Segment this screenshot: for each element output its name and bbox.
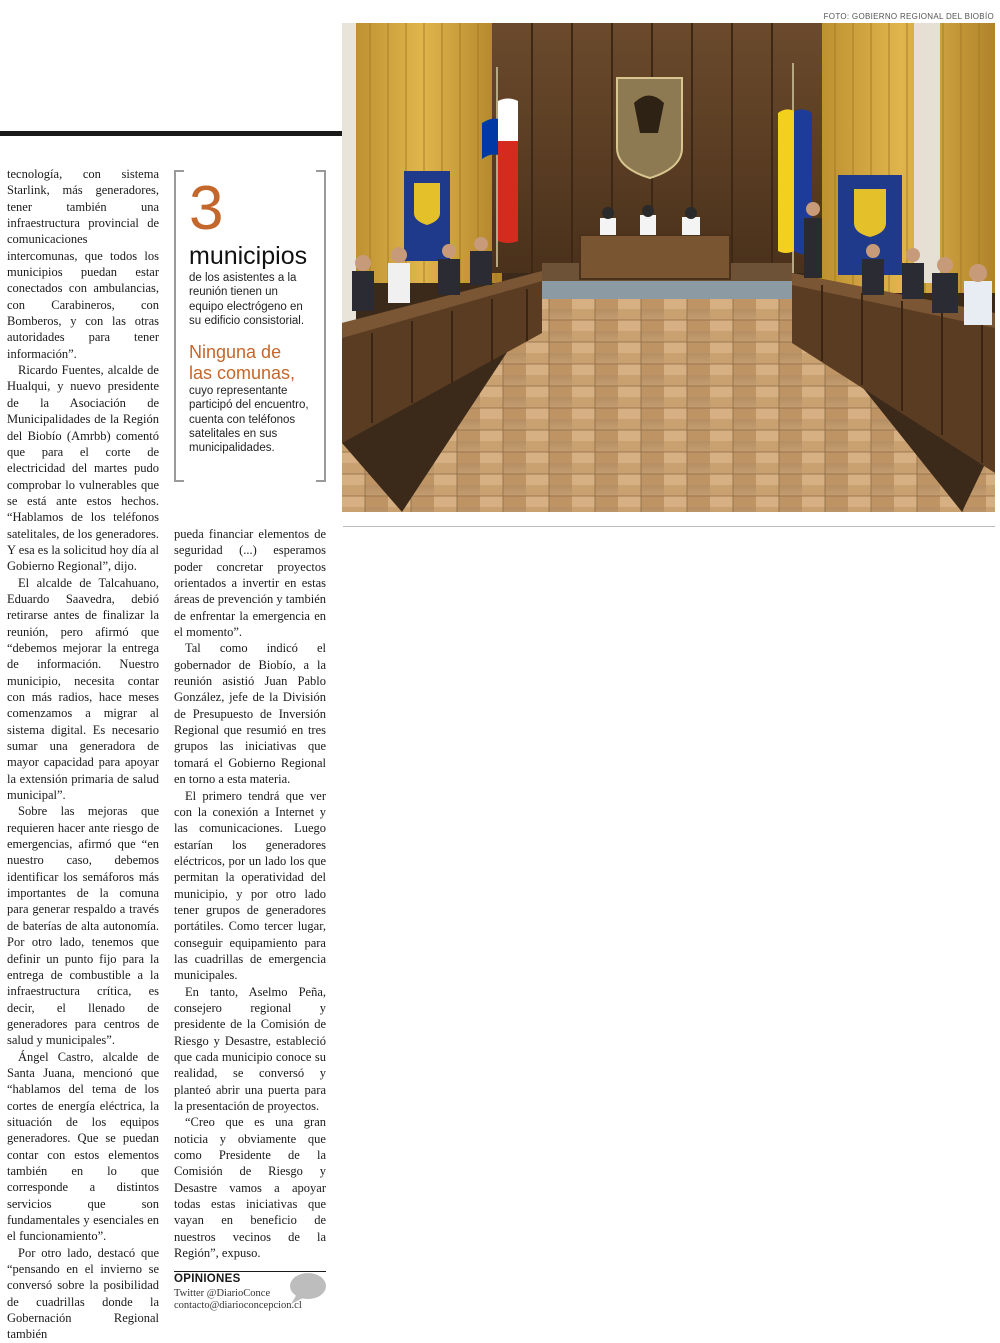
council-chamber-image: [342, 23, 995, 512]
article-paragraph: Por otro lado, destacó que “pensando en el invierno se conversó sobre la posibilidad de cuadrillas donde la Gobernación Regional también: [7, 1245, 159, 1342]
news-photo: [342, 23, 995, 512]
speech-bubble-icon: [287, 1272, 327, 1306]
stat-heading-2-line-1: Ninguna de: [189, 342, 282, 363]
section-rule: [0, 131, 343, 136]
twitter-handle[interactable]: Twitter @DiarioConce: [174, 1288, 271, 1299]
opinions-title: OPINIONES: [174, 1273, 241, 1285]
article-paragraph: En tanto, Aselmo Peña, consejero regional y presidente de la Comisión de Riesgo y Desastre, estableció que cada municipio conoce su realidad, se conversó y planteó abrir una puerta para la presentación de proyectos.: [174, 984, 326, 1114]
stat-box: [174, 170, 326, 480]
article-paragraph: Ángel Castro, alcalde de Santa Juana, mencionó que “hablamos del tema de los cortes de energía eléctrica, la situación de los equipos generadores. Que se puedan contar con estos elementos también en lo que corresponde a distintos servicios que son fundamentales y esenciales en el funcionamiento”.: [7, 1049, 159, 1244]
opinions-footer: [174, 1271, 326, 1315]
article-paragraph: tecnología, con sistema Starlink, más generadores, tener también una infraestructura provincial de comunicaciones intercomunas, que todos los municipios puedan estar conectados con ambulancias, con Carabineros, con Bomberos, y con las otras autoridades para tener información”.: [7, 167, 159, 361]
photo-credit: FOTO: GOBIERNO REGIONAL DEL BIOBÍO: [823, 12, 994, 21]
contact-email[interactable]: contacto@diarioconcepcion.cl: [174, 1300, 302, 1311]
stat-description-2: cuyo representante participó del encuentro, cuenta con teléfonos satelitales en sus municipalidades.: [189, 385, 309, 455]
article-paragraph: El alcalde de Talcahuano, Eduardo Saavedra, debió retirarse antes de finalizar la reunión, pero afirmó que “debemos mejorar la entrega de información. Nuestro municipio, necesita contar con más radios, hace meses comenzamos a migrar al sistema digital. Es necesario sumar una generadora de mayor capacidad para apoyar la extensión primaria de salud municipal”.: [7, 575, 159, 803]
bracket-left: [174, 170, 184, 482]
photo-bottom-rule: [343, 526, 995, 527]
bracket-right: [316, 170, 326, 482]
stat-content: [189, 174, 314, 456]
article-column-2: [174, 526, 326, 1261]
stat-number: 3: [189, 174, 224, 243]
article-column-1: [7, 166, 159, 1343]
stat-heading-2: [189, 342, 314, 384]
stat-word: municipios: [189, 242, 308, 270]
article-paragraph: pueda financiar elementos de seguridad (...) esperamos poder concretar proyectos orientados a invertir en estas áreas de prevención y también de enfrentar la emergencia en el momento”.: [174, 527, 327, 640]
stat-heading-2-line-2: las comunas,: [189, 363, 296, 384]
article-paragraph: Ricardo Fuentes, alcalde de Hualqui, y nuevo presidente de la Asociación de Municipalidades de la Región del Biobío (Amrbb) comentó que para el corte de electricidad del martes pudo comprobar lo vulnerables que se está ante estos hechos. “Hablamos de los teléfonos satelitales, de los generadores. Y esa es la solicitud hoy día al Gobierno Regional”, dijo.: [7, 363, 159, 574]
stat-description: de los asistentes a la reunión tienen un equipo electrógeno en su edificio consistorial.: [189, 272, 305, 327]
article-paragraph: Sobre las mejoras que requieren hacer ante riesgo de emergencias, afirmó que “en nuestro caso, debemos identificar los semáforos más importantes de la comuna para generar respaldo a través de baterías de alta autonomía. Por otro lado, tenemos que definir un punto fijo para la entrega de combustible a la infraestructura crítica, es decir, el llenado de generadores para centros de salud y municipales”.: [7, 804, 159, 1048]
article-paragraph: Tal como indicó el gobernador de Biobío, a la reunión asistió Juan Pablo González, jefe de la División de Presupuesto de Inversión Regional que resumió en tres grupos las iniciativas que tomará el Gobierno Regional en torno a esta materia.: [174, 641, 326, 787]
article-paragraph: “Creo que es una gran noticia y obviamente que como Presidente de la Comisión de Riesgo y Desastre vamos a apoyar todas estas iniciativas que vayan en beneficio de nuestros vecinos de la Región”, expuso.: [174, 1115, 326, 1261]
article-paragraph: El primero tendrá que ver con la conexión a Internet y las comunicaciones. Luego estarían los generadores eléctricos, por un lado los que permitan la operatividad del municipio, y por otro lado tener grupos de generadores portátiles. Como tercer lugar, conseguir equipamiento para las cuadrillas de emergencia municipales.: [174, 788, 326, 983]
